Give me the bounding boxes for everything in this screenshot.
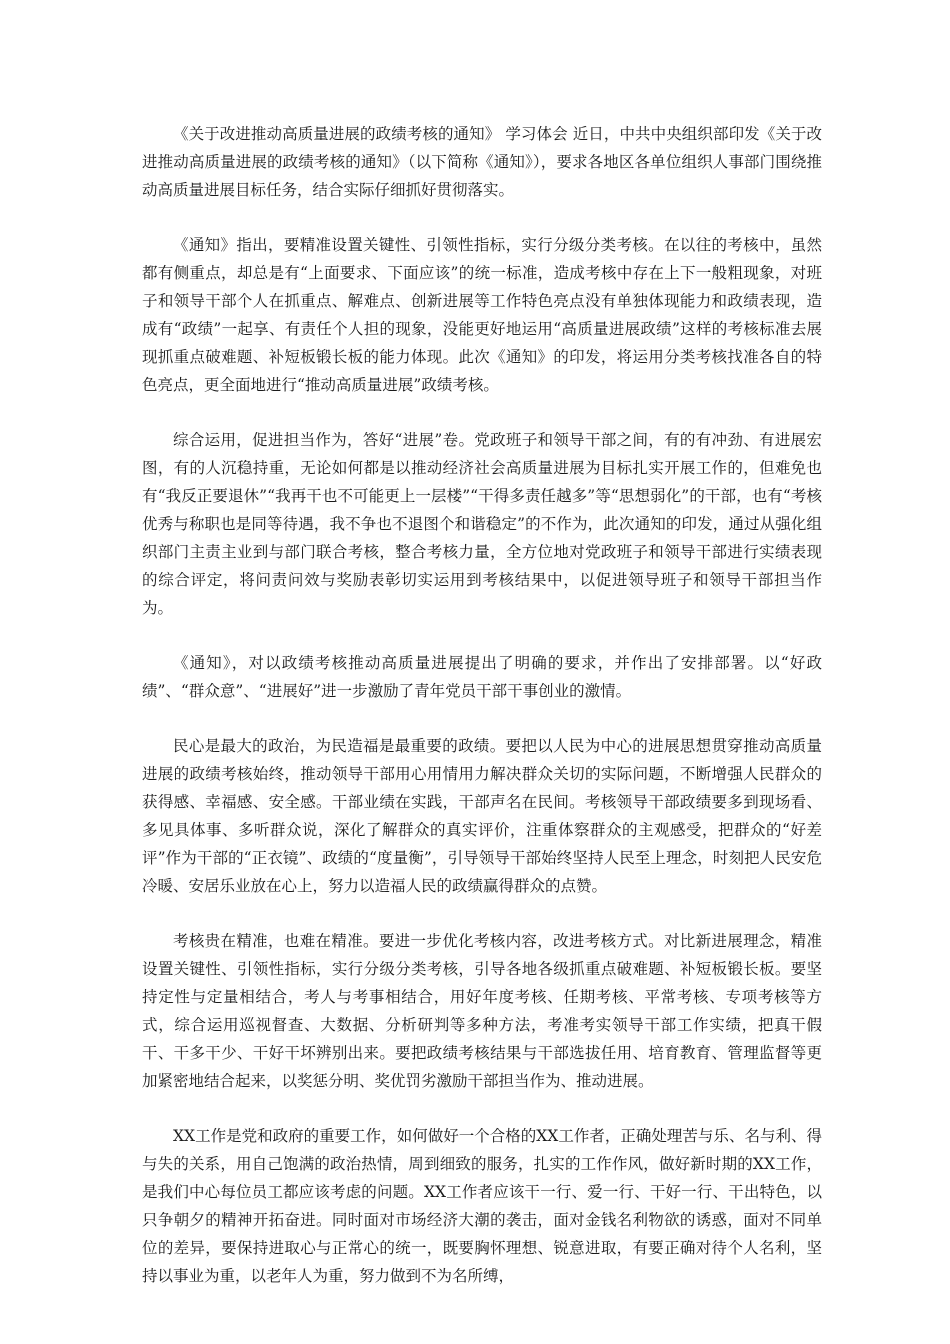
document-body [142,120,822,1317]
paragraph-precise-assessment: 考核贵在精准，也难在精准。要进一步优化考核内容，改进考核方式。对比新进展理念，精准设置关键性、引领性指标，实行分级分类考核，引导各地各级抓重点破难题、补短板锻长板。要坚持定性与定量相结合，考人与考事相结合，用好年度考核、任期考核、平常考核、专项考核等方式，综合运用巡视督查、大数据、分析研判等多种方法，考准考实领导干部工作实绩，把真干假干、干多干少、干好干坏辨别出来。要把政绩考核结果与干部选拔任用、培育教育、管理监督等更加紧密地结合起来，以奖惩分明、奖优罚劣激励干部担当作为、推动进展。 [142,932,822,1090]
paragraph-promote-responsibility: 综合运用，促进担当作为，答好“进展”卷。党政班子和领导干部之间，有的有冲劲、有进展宏图，有的人沉稳持重，无论如何都是以推动经济社会高质量进展为目标扎实开展工作的，但难免也有“我反正要退休”“我再干也不可能更上一层楼”“干得多责任越多”等“思想弱化”的干部，也有“考核优秀与称职也是同等待遇，我不争也不退图个和谐稳定”的不作为，此次通知的印发，通过从强化组织部门主责主业到与部门联合考核，整合考核力量，全方位地对党政班子和领导干部进行实绩表现的综合评定，将问责问效与奖励表彰切实运用到考核结果中，以促进领导班子和领导干部担当作为。 [142,431,822,617]
paragraph-xx-work: XX工作是党和政府的重要工作，如何做好一个合格的XX工作者，正确处理苦与乐、名与利、得与失的关系，用自己饱满的政治热情，周到细致的服务，扎实的工作作风，做好新时期的XX工作，是我们中心每位员工都应该考虑的问题。XX工作者应该干一行、爱一行、干好一行、干出特色，以只争朝夕的精神开拓奋进。同时面对市场经济大潮的袭击，面对金钱名利物欲的诱惑，面对不同单位的差异，要保持进取心与正常心的统一，既要胸怀理想、锐意进取，有要正确对待个人名利，坚持以事业为重，以老年人为重，努力做到不为名所缚， [142,1127,822,1285]
paragraph-classified-assessment: 《通知》指出，要精准设置关键性、引领性指标，实行分级分类考核。在以往的考核中，虽然都有侧重点，却总是有“上面要求、下面应该”的统一标准，造成考核中存在上下一般粗现象，对班子和领导干部个人在抓重点、解难点、创新进展等工作特色亮点没有单独体现能力和政绩表现，造成有“政绩”一起享、有责任个人担的现象，没能更好地运用“高质量进展政绩”这样的考核标准去展现抓重点破难题、补短板锻长板的能力体现。此次《通知》的印发，将运用分类考核找准各自的特色亮点，更全面地进行“推动高质量进展”政绩考核。 [142,236,822,394]
paragraph-people-centered: 民心是最大的政治，为民造福是最重要的政绩。要把以人民为中心的进展思想贯穿推动高质量进展的政绩考核始终，推动领导干部用心用情用力解决群众关切的实际问题，不断增强人民群众的获得感、幸福感、安全感。干部业绩在实践，干部声名在民间。考核领导干部政绩要多到现场看、多见具体事、多听群众说，深化了解群众的真实评价，注重体察群众的主观感受，把群众的“好差评”作为干部的“正衣镜”、政绩的“度量衡”，引导领导干部始终坚持人民至上理念，时刻把人民安危冷暖、安居乐业放在心上，努力以造福人民的政绩赢得群众的点赞。 [142,737,822,895]
paragraph-intro: 《关于改进推动高质量进展的政绩考核的通知》 学习体会 近日，中共中央组织部印发《关于改进推动高质量进展的政绩考核的通知》（以下简称《通知》），要求各地区各单位组织人事部门围绕推动高质量进展目标任务，结合实际仔细抓好贯彻落实。 [142,125,822,199]
paragraph-requirements: 《通知》，对以政绩考核推动高质量进展提出了明确的要求，并作出了安排部署。以“好政绩”、“群众意”、“进展好”进一步激励了青年党员干部干事创业的激情。 [142,654,822,700]
